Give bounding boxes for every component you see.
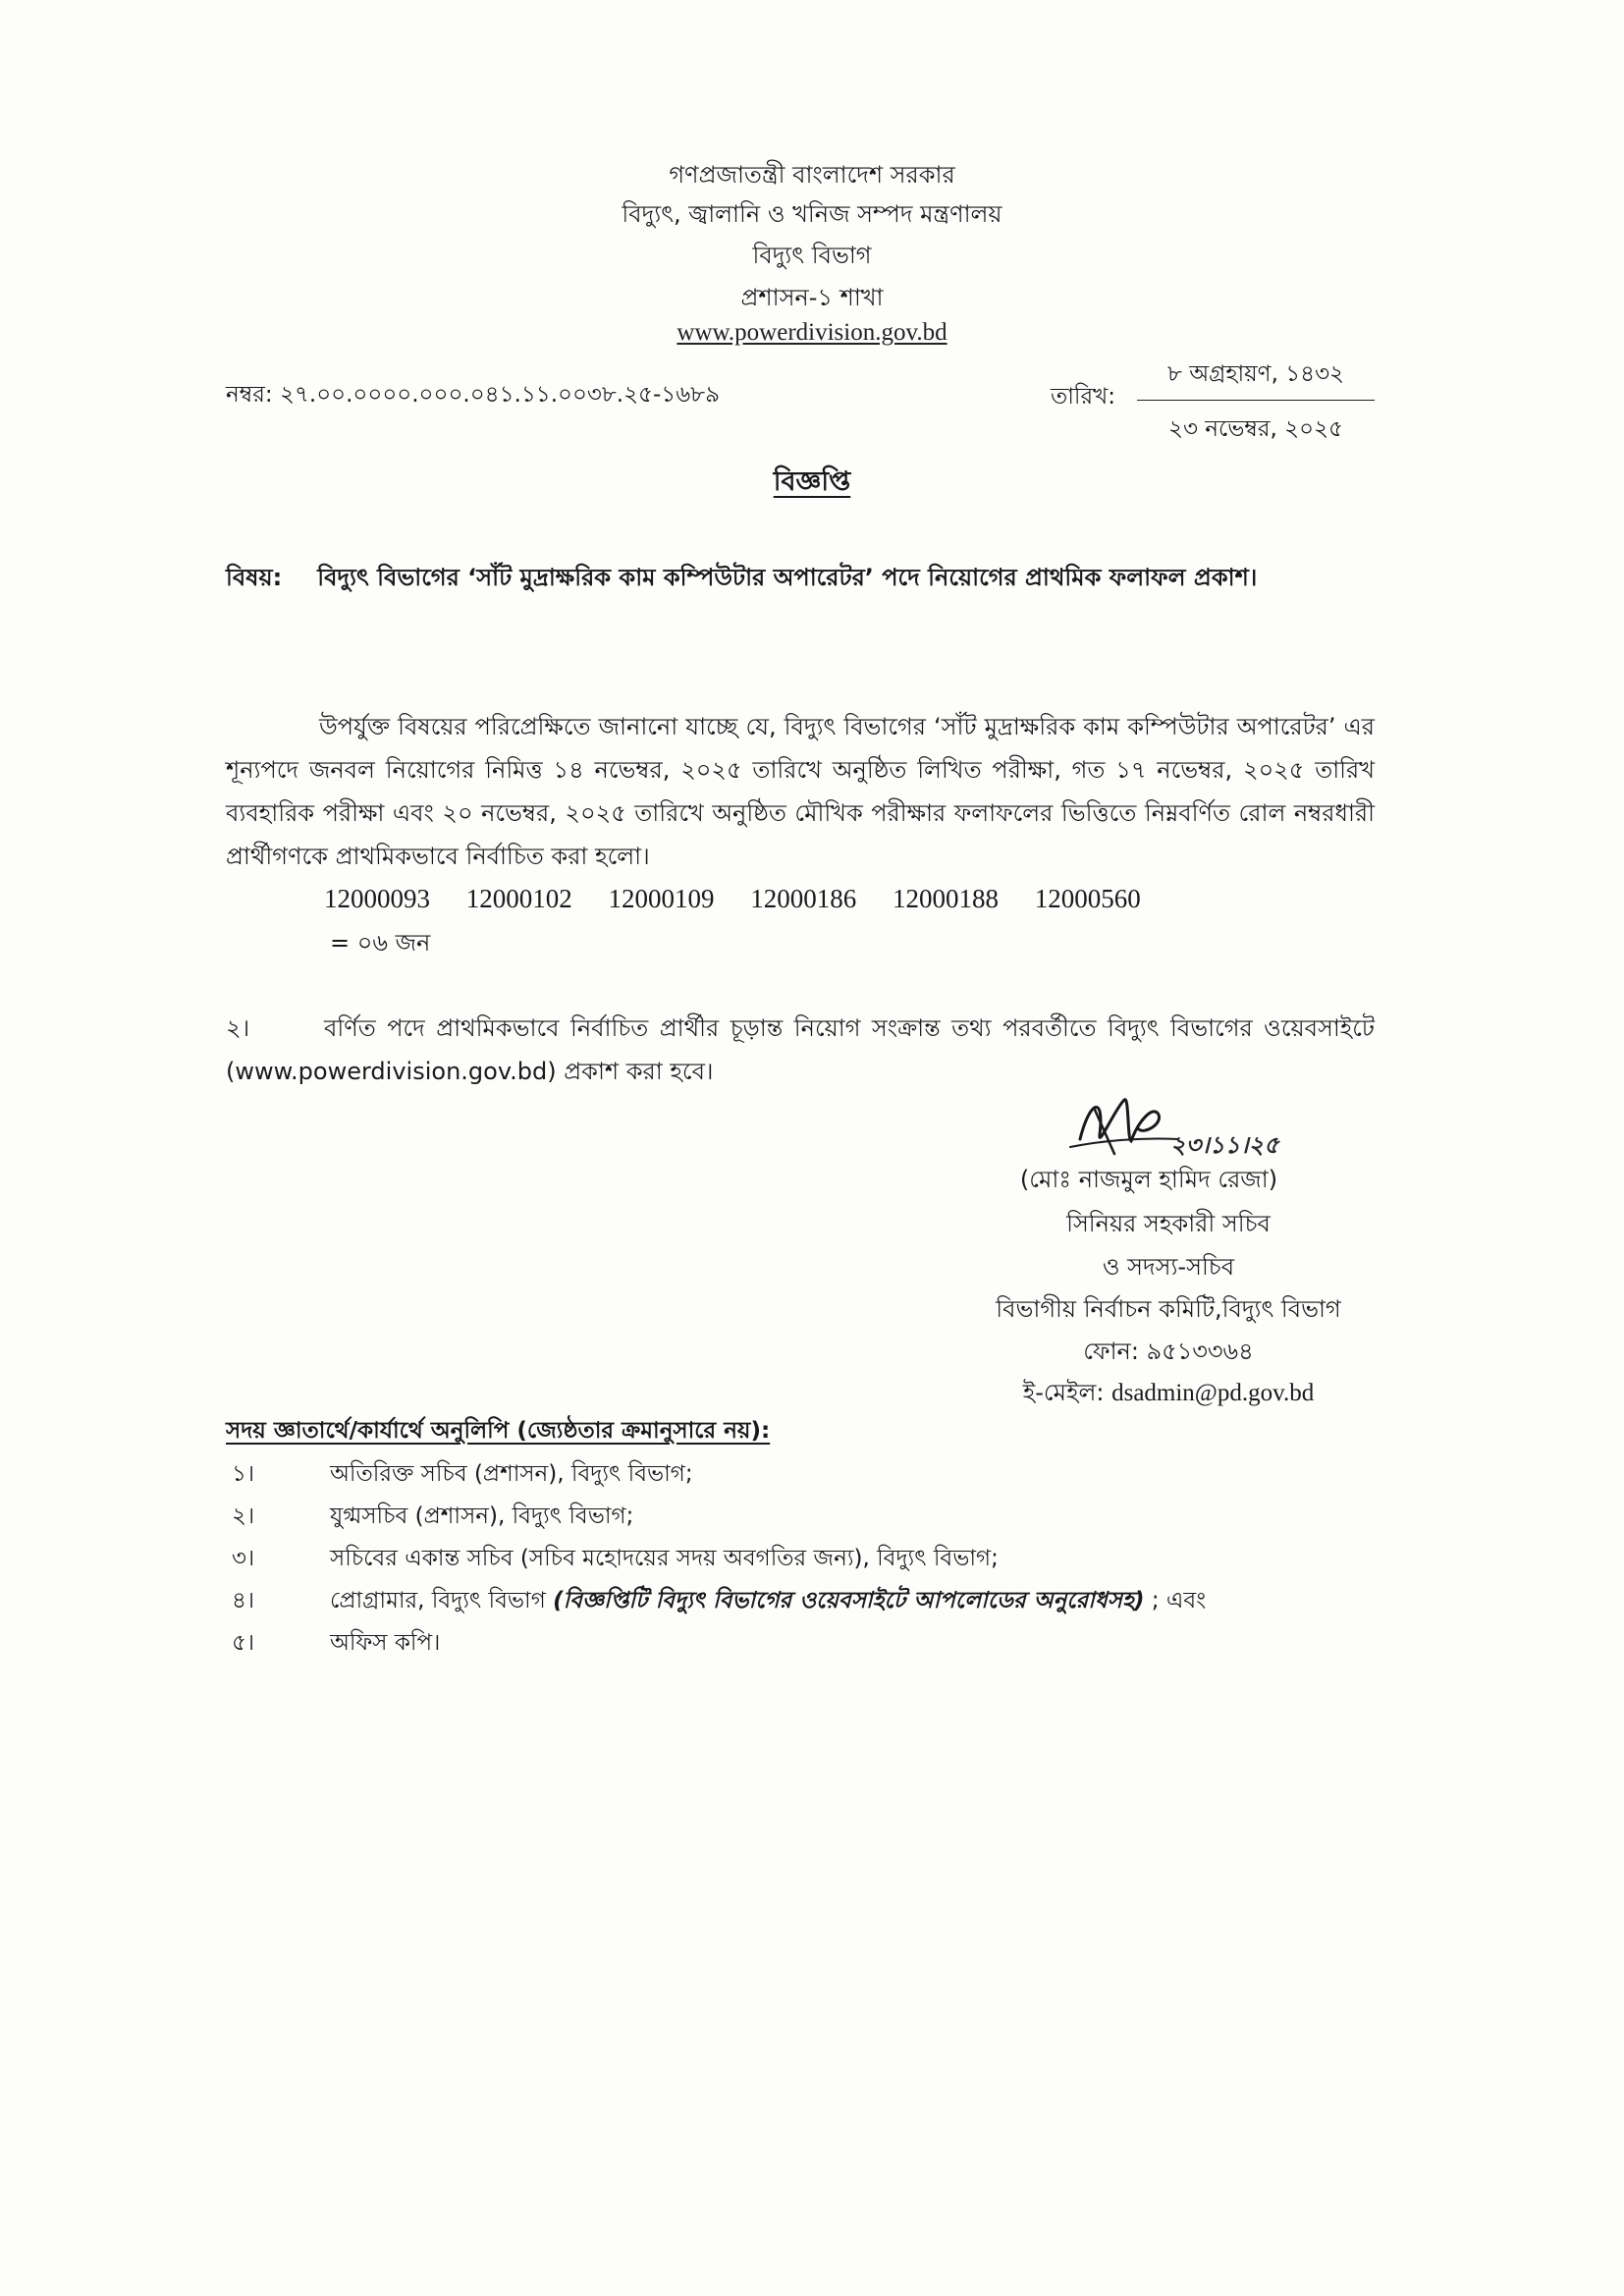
copy-item-number: ১। xyxy=(232,1461,255,1487)
list-item xyxy=(232,1622,1206,1665)
copy-list xyxy=(232,1453,1206,1665)
notice-title-text: বিজ্ঞপ্তি xyxy=(773,466,851,497)
header-ministry: বিদ্যুৎ, জ্বালানি ও খনিজ সম্পদ মন্ত্রণালয় xyxy=(622,200,1002,228)
roll-number-list xyxy=(324,884,1170,914)
list-item xyxy=(232,1453,1206,1496)
date-label: তারিখ: xyxy=(1051,384,1116,410)
subject-label: বিষয়: xyxy=(226,564,283,591)
body-paragraph-1 xyxy=(226,705,1375,878)
signatory-name: (মোঃ নাজমুল হামিদ রেজা) xyxy=(1019,1166,1278,1193)
signatory-designation: সিনিয়র সহকারী সচিব xyxy=(1066,1210,1271,1237)
roll-number: 12000109 xyxy=(608,884,715,913)
copy-item-text: যুগ্মসচিব (প্রশাসন), বিদ্যুৎ বিভাগ; xyxy=(330,1503,634,1529)
header-government: গণপ্রজাতন্ত্রী বাংলাদেশ সরকার xyxy=(669,161,955,189)
memo-number: নম্বর: ২৭.০০.০০০০.০০০.০৪১.১১.০০৩৮.২৫-১৬৮৯ xyxy=(226,382,721,408)
copy-item-text: অফিস কপি। xyxy=(330,1630,441,1656)
notice-title xyxy=(0,462,1624,506)
date-english: ২৩ নভেম্বর, ২০২৫ xyxy=(1168,416,1343,442)
roll-total: = ০৬ জন xyxy=(330,929,431,957)
email-address[interactable]: dsadmin@pd.gov.bd xyxy=(1111,1380,1315,1406)
subject xyxy=(226,555,1365,600)
signatory-phone: ফোন: ৯৫১৩৩৬৪ xyxy=(1083,1338,1254,1365)
date-bangla: ৮ অগ্রহায়ণ, ১৪৩২ xyxy=(1137,355,1375,401)
paragraph-2-number: ২। xyxy=(226,1014,250,1042)
copy-item-tail: ; এবং xyxy=(1144,1588,1207,1613)
list-item xyxy=(232,1580,1206,1622)
email-label: ই-মেইল: xyxy=(1022,1379,1105,1406)
copy-item-number: ৫। xyxy=(232,1630,255,1656)
subject-text: বিদ্যুৎ বিভাগের ‘সাঁট মুদ্রাক্ষরিক কাম কম্পিউটার অপারেটর’ পদে নিয়োগের প্রাথমিক ফলাফল প্রকাশ। xyxy=(317,564,1258,591)
list-item xyxy=(232,1496,1206,1538)
website-link[interactable]: www.powerdivision.gov.bd xyxy=(677,319,947,346)
copy-item-number: ২। xyxy=(232,1503,255,1529)
body-paragraph-2-text: বর্ণিত পদে প্রাথমিকভাবে নির্বাচিত প্রার্থীর চূড়ান্ত নিয়োগ সংক্রান্ত তথ্য পরবর্তীতে বিদ্যুৎ বিভাগের ওয়েবসাইটে (www.powerdivision.gov.bd) প্রকাশ করা হবে। xyxy=(226,1014,1375,1085)
copy-item-text: অতিরিক্ত সচিব (প্রশাসন), বিদ্যুৎ বিভাগ; xyxy=(330,1461,693,1487)
copy-item-number: ৩। xyxy=(232,1546,255,1571)
copy-heading xyxy=(226,1412,770,1450)
copy-heading-text: সদয় জ্ঞাতার্থে/কার্যার্থে অনুলিপি (জ্যেষ্ঠতার ক্রমানুসারে নয়): xyxy=(226,1418,771,1444)
header-division: বিদ্যুৎ বিভাগ xyxy=(752,242,872,269)
signature-date: ২৩।১১।২৫ xyxy=(1170,1131,1279,1159)
header-website xyxy=(0,319,1624,347)
body-paragraph-1-text: উপর্যুক্ত বিষয়ের পরিপ্রেক্ষিতে জানানো যাচ্ছে যে, বিদ্যুৎ বিভাগের ‘সাঁট মুদ্রাক্ষরিক কাম কম্পিউটার অপারেটর’ এর শূন্যপদে জনবল নিয়োগের নিমিত্ত ১৪ নভেম্বর, ২০২৫ তারিখে অনুষ্ঠিত লিখিত পরীক্ষা, গত ১৭ নভেম্বর, ২০২৫ তারিখ ব্যবহারিক পরীক্ষা এবং ২০ নভেম্বর, ২০২৫ তারিখে অনুষ্ঠিত মৌখিক পরীক্ষার ফলাফলের ভিত্তিতে নিম্নবর্ণিত রোল নম্বরধারী প্রার্থীগণকে প্রাথমিকভাবে নির্বাচিত করা হলো। xyxy=(226,713,1375,870)
roll-number: 12000093 xyxy=(324,884,430,913)
signatory-role: ও সদস্য-সচিব xyxy=(1102,1253,1235,1281)
date-block xyxy=(1137,355,1375,449)
copy-item-text: সচিবের একান্ত সচিব (সচিব মহোদয়ের সদয় অবগতির জন্য), বিদ্যুৎ বিভাগ; xyxy=(330,1546,999,1571)
roll-number: 12000560 xyxy=(1034,884,1141,913)
roll-number: 12000102 xyxy=(465,884,572,913)
signatory-email xyxy=(884,1375,1453,1414)
roll-number: 12000188 xyxy=(893,884,999,913)
signatory-committee: বিভাগীয় নির্বাচন কমিটি,বিদ্যুৎ বিভাগ xyxy=(996,1295,1341,1323)
copy-item-number: ৪। xyxy=(232,1588,255,1613)
copy-item-text: প্রোগ্রামার, বিদ্যুৎ বিভাগ xyxy=(330,1588,554,1613)
roll-number: 12000186 xyxy=(750,884,857,913)
header-branch: প্রশাসন-১ শাখা xyxy=(740,284,884,311)
list-item xyxy=(232,1538,1206,1580)
copy-item-note: (বিজ্ঞপ্তিটি বিদ্যুৎ বিভাগের ওয়েবসাইটে আপলোডের অনুরোধসহ) xyxy=(553,1588,1145,1613)
